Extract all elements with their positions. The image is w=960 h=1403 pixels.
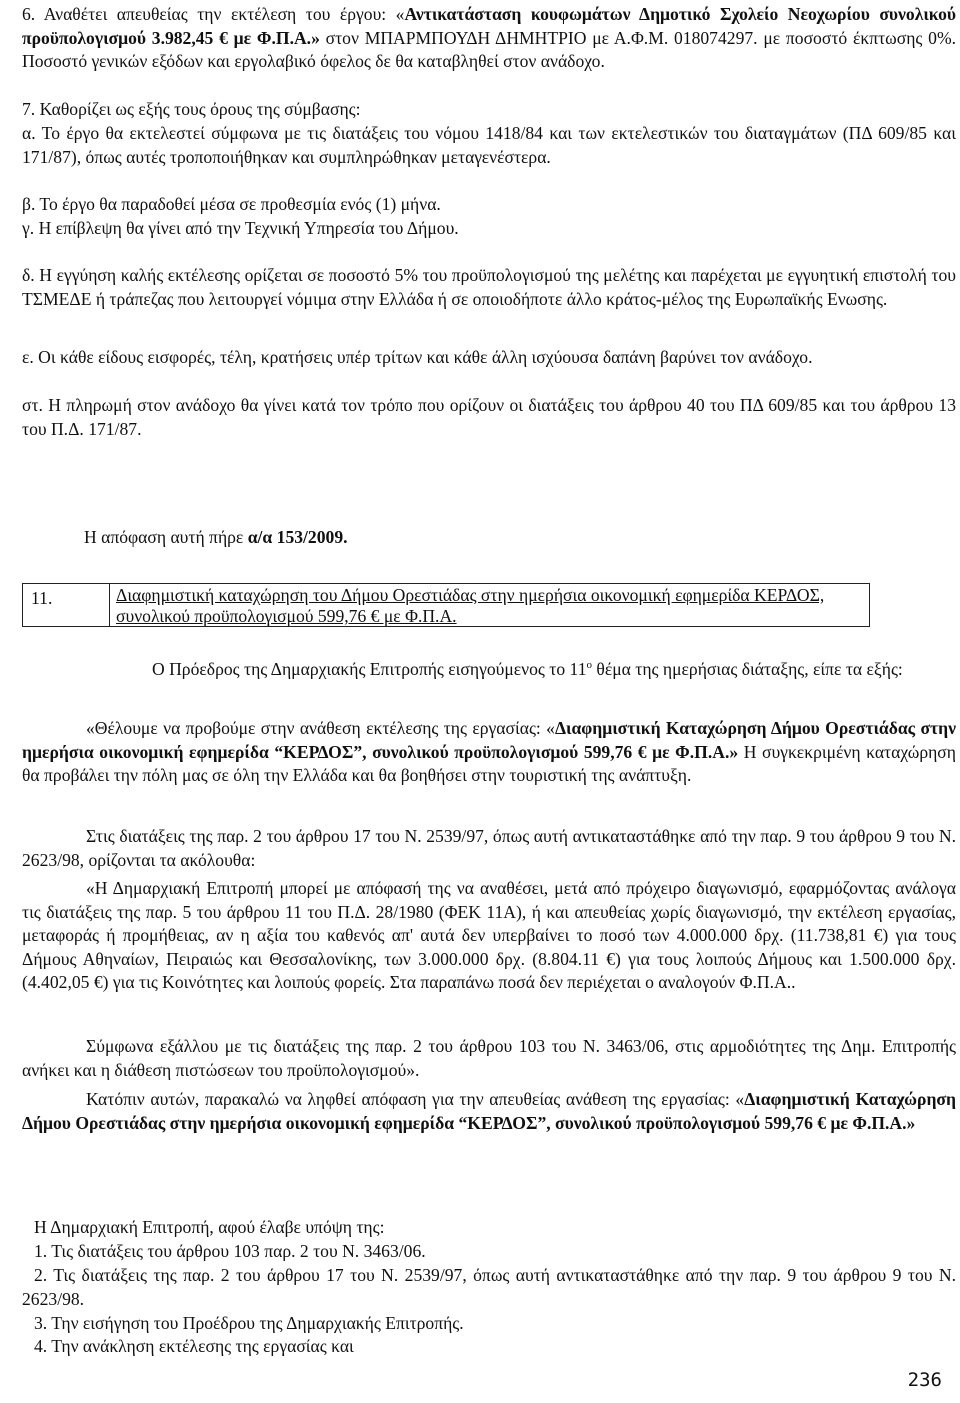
considered-item-2: 2. Τις διατάξεις της παρ. 2 του άρθρου 17 του Ν. 2539/97, όπως αυτή αντικαταστάθηκε από την παρ. 9 του άρθρου 9 του Ν. 2623/98. xyxy=(22,1265,956,1309)
competence-paragraph: Σύμφωνα εξάλλου με τις διατάξεις της παρ. 2 του άρθρου 103 του Ν. 3463/06, στις αρμοδιότητες της Δημ. Επιτροπής ανήκει και η διάθεση πιστώσεων του προϋπολογισμού». xyxy=(22,1036,956,1080)
quote-paragraph: «Η Δημαρχιακή Επιτροπή μπορεί με απόφασή της να αναθέσει, μετά από πρόχειρο διαγωνισμό, εφαρμόζοντας ανάλογα τις διατάξεις της παρ. 5 του άρθρου 11 του Π.Δ. 28/1980 (ΦΕΚ 11Α), ή και απευθείας χωρίς διαγωνισμό, την εκτέλεση εργασίας, μεταφοράς ή προμήθειας, αν η αξία του καθενός απ' αυτά δεν υπερβαίνει το ποσό των 4.000.000 δρχ. (11.738,81 €) για τους Δήμους Αθηναίων, Πειραιώς και Θεσσαλονίκης, των 3.000.000 δρχ. (8.804.11 €) για τους λοιπούς Δήμους και 1.500.000 δρχ. (4.402,05 €) για τις Κοινότητες και λοιπούς φορείς. Στα παραπάνω ποσά δεν περιέχεται ο αναλογούν Φ.Π.Α.. xyxy=(22,878,956,993)
clause-7: 7. Καθορίζει ως εξής τους όρους της σύμβασης: xyxy=(22,99,361,119)
term-e: ε. Οι κάθε είδους εισφορές, τέλη, κρατήσεις υπέρ τρίτων και κάθε άλλη ισχύουσα δαπάνη βαρύνει τον ανάδοχο. xyxy=(22,347,813,367)
considered-item-3: 3. Την εισήγηση του Προέδρου της Δημαρχιακής Επιτροπής. xyxy=(34,1313,464,1333)
decision-line: Η απόφαση αυτή πήρε α/α 153/2009. xyxy=(84,526,348,547)
law-paragraph: Στις διατάξεις της παρ. 2 του άρθρου 17 του Ν. 2539/97, όπως αυτή αντικαταστάθηκε από την παρ. 9 του άρθρου 9 του Ν. 2623/98, ορίζονται τα ακόλουθα: xyxy=(22,826,956,870)
page-number: 236 xyxy=(907,1369,942,1392)
committee-considered: Η Δημαρχιακή Επιτροπή, αφού έλαβε υπόψη της: xyxy=(34,1217,385,1237)
term-d: δ. Η εγγύηση καλής εκτέλεσης ορίζεται σε ποσοστό 5% του προϋπολογισμού της μελέτης και παρέχεται με εγγυητική επιστολή του ΤΣΜΕΔΕ ή τράπεζας που λειτουργεί νόμιμα στην Ελλάδα ή σε οποιοδήποτε άλλο κράτος-μέλος της Ευρωπαϊκής Ενωσης. xyxy=(22,265,956,309)
intro-paragraph: Ο Πρόεδρος της Δημαρχιακής Επιτροπής εισηγούμενος το $11^o$ θέμα της ημερήσιας διάταξης, είπε τα εξής: xyxy=(152,659,903,679)
term-a: α. Το έργο θα εκτελεστεί σύμφωνα με τις διατάξεις του νόμου 1418/84 και των εκτελεστικών του διαταγμάτων (ΠΔ 609/85 και 171/87), όπως αυτές τροποποιήθηκαν και συμπληρώθηκαν μεταγενέστερα. xyxy=(22,123,956,167)
proposal-bold-title: Διαφημιστική Καταχώρηση Δήμου Ορεστιάδας στην ημερήσια οικονομική εφημερίδα “ΚΕΡΔΟΣ”, συνολικού προϋπολογισμού 599,76 € με Φ.Π.Α.» xyxy=(22,718,957,762)
clause-6-project-title: Αντικατάσταση κουφωμάτων Δημοτικό Σχολείο Νεοχωρίου συνολικού προϋπολογισμού 3.982,45 € με Φ.Π.Α.» xyxy=(22,4,956,48)
decision-number: α/α 153/2009. xyxy=(247,526,348,547)
request-bold-title: Διαφημιστική Καταχώρηση Δήμου Ορεστιάδας στην ημερήσια οικονομική εφημερίδα “ΚΕΡΔΟΣ”, συνολικού προϋπολογισμού 599,76 € με Φ.Π.Α.» xyxy=(22,1089,956,1133)
ordinal-superscript: ο xyxy=(586,659,592,672)
proposal-paragraph: «Θέλουμε να προβούμε στην ανάθεση εκτέλεσης της εργασίας: «Διαφημιστική Καταχώρηση Δήμου Ορεστιάδας στην ημερήσια οικονομική εφημερίδα “ΚΕΡΔΟΣ”, συνολικού προϋπολογισμού 599,76 € με Φ.Π.Α.» Η συγκεκριμένη καταχώρηση θα προβάλει την πόλη μας σε όλη την Ελλάδα και θα βοηθήσει στην τουριστική της ανάπτυξη. xyxy=(22,718,957,786)
agenda-item-number: 11. xyxy=(23,584,110,626)
request-paragraph: Κατόπιν αυτών, παρακαλώ να ληφθεί απόφαση για την απευθείας ανάθεση της εργασίας: «Διαφημιστική Καταχώρηση Δήμου Ορεστιάδας στην ημερήσια οικονομική εφημερίδα “ΚΕΡΔΟΣ”, συνολικού προϋπολογισμού 599,76 € με Φ.Π.Α.» xyxy=(22,1089,956,1133)
term-g: γ. Η επίβλεψη θα γίνει από την Τεχνική Υπηρεσία του Δήμου. xyxy=(22,218,459,238)
clause-6: 6. Αναθέτει απευθείας την εκτέλεση του έργου: «Αντικατάσταση κουφωμάτων Δημοτικό Σχολείο Νεοχωρίου συνολικού προϋπολογισμού 3.982,45 € με Φ.Π.Α.» στον ΜΠΑΡΜΠΟΥΔΗ ΔΗΜΗΤΡΙΟ με Α.Φ.Μ. 018074297. με ποσοστό έκπτωσης 0%. Ποσοστό γενικών εξόδων και εργολαβικό όφελος δε θα καταβληθεί στον ανάδοχο. xyxy=(22,4,956,72)
agenda-item-title: Διαφημιστική καταχώρηση του Δήμου Ορεστιάδας στην ημερήσια οικονομική εφημερίδα ΚΕΡΔΟΣ, συνολικού προϋπολογισμού 599,76 € με Φ.Π.Α. xyxy=(116,585,825,626)
agenda-item-box xyxy=(22,583,870,627)
considered-item-1: 1. Τις διατάξεις του άρθρου 103 παρ. 2 του Ν. 3463/06. xyxy=(34,1241,426,1261)
term-st: στ. Η πληρωμή στον ανάδοχο θα γίνει κατά τον τρόπο που ορίζουν οι διατάξεις του άρθρου 40 του ΠΔ 609/85 και του άρθρου 13 του Π.Δ. 171/87. xyxy=(22,395,956,439)
considered-item-4: 4. Την ανάκληση εκτέλεσης της εργασίας και xyxy=(34,1336,354,1356)
term-b: β. Το έργο θα παραδοθεί μέσα σε προθεσμία ενός (1) μήνα. xyxy=(22,194,441,214)
